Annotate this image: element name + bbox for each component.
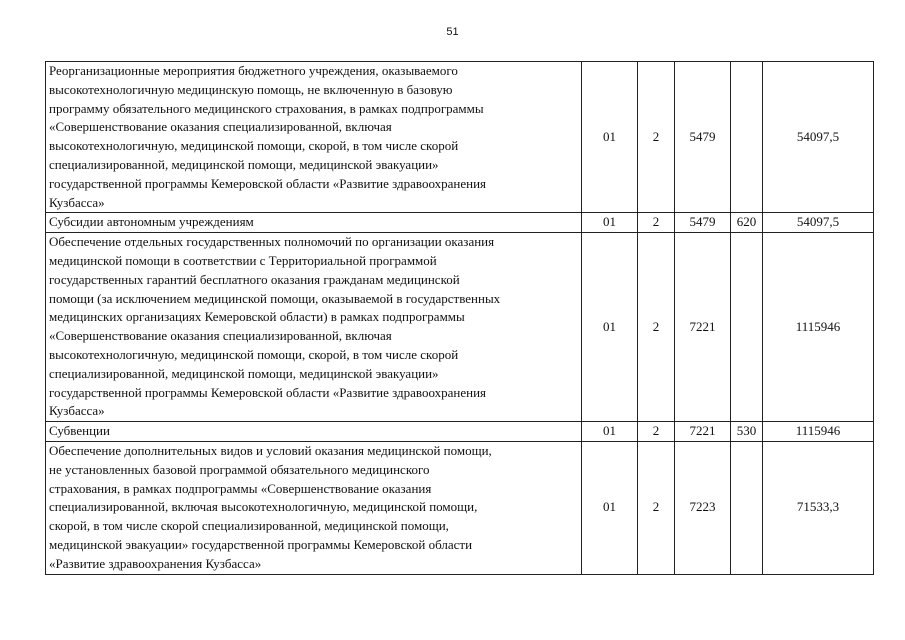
expense-type-cell <box>731 233 763 422</box>
direction-code-cell: 7221 <box>675 233 731 422</box>
row-description <box>46 422 582 442</box>
description-line: «Совершенствование оказания специализированной, включая <box>49 328 392 344</box>
description-line: Субсидии автономным учреждениям <box>49 214 254 230</box>
description-line: Субвенции <box>49 423 110 439</box>
row-description <box>46 213 582 233</box>
expense-type-cell <box>731 62 763 213</box>
amount-cell: 54097,5 <box>763 213 874 233</box>
budget-table <box>45 61 874 575</box>
description-line: специализированной, медицинской помощи, медицинской эвакуации» <box>49 156 439 172</box>
description-line: медицинской эвакуации» государственной программы Кемеровской области <box>49 536 473 552</box>
description-line: Кузбасса» <box>49 194 105 210</box>
budget-table-body <box>46 62 874 575</box>
page-number: 51 <box>446 26 459 38</box>
direction-code-cell: 5479 <box>675 62 731 213</box>
expense-type-cell: 530 <box>731 422 763 442</box>
description-line: страхования, в рамках подпрограммы «Совершенствование оказания <box>49 480 432 496</box>
description-line: «Совершенствование оказания специализированной, включая <box>49 119 392 135</box>
description-line: государственной программы Кемеровской области «Развитие здравоохранения <box>49 175 487 191</box>
description-line: государственных гарантий бесплатного оказания гражданам медицинской <box>49 271 460 287</box>
amount-cell: 1115946 <box>763 233 874 422</box>
subprogram-code-cell: 2 <box>638 441 675 574</box>
direction-code-cell: 5479 <box>675 213 731 233</box>
description-line: Обеспечение дополнительных видов и условий оказания медицинской помощи, <box>49 442 492 458</box>
description-line: высокотехнологичную, медицинской помощи, скорой, в том числе скорой <box>49 138 459 154</box>
description-line: высокотехнологичную медицинскую помощь, не включенную в базовую <box>49 81 453 97</box>
description-line: помощи (за исключением медицинской помощи, оказываемой в государственных <box>49 290 501 306</box>
table-row <box>46 422 874 442</box>
expense-type-cell: 620 <box>731 213 763 233</box>
direction-code-cell: 7223 <box>675 441 731 574</box>
amount-cell: 1115946 <box>763 422 874 442</box>
table-row <box>46 233 874 422</box>
table-row <box>46 441 874 574</box>
program-code-cell: 01 <box>582 422 638 442</box>
description-line: специализированной, медицинской помощи, медицинской эвакуации» <box>49 365 439 381</box>
description-line: «Развитие здравоохранения Кузбасса» <box>49 555 262 571</box>
amount-cell: 71533,3 <box>763 441 874 574</box>
description-line: программу обязательного медицинского страхования, в рамках подпрограммы <box>49 100 484 116</box>
program-code-cell: 01 <box>582 62 638 213</box>
direction-code-cell: 7221 <box>675 422 731 442</box>
row-description <box>46 233 582 422</box>
program-code-cell: 01 <box>582 233 638 422</box>
description-line: государственной программы Кемеровской области «Развитие здравоохранения <box>49 384 487 400</box>
program-code-cell: 01 <box>582 441 638 574</box>
description-line: медицинских организациях Кемеровской области) в рамках подпрограммы <box>49 309 465 325</box>
description-line: не установленных базовой программой обязательного медицинского <box>49 461 430 477</box>
subprogram-code-cell: 2 <box>638 213 675 233</box>
table-row <box>46 213 874 233</box>
amount-cell: 54097,5 <box>763 62 874 213</box>
table-row <box>46 62 874 213</box>
program-code-cell: 01 <box>582 213 638 233</box>
description-line: Кузбасса» <box>49 403 105 419</box>
row-description <box>46 62 582 213</box>
subprogram-code-cell: 2 <box>638 422 675 442</box>
description-line: специализированной, включая высокотехнологичную, медицинской помощи, <box>49 499 478 515</box>
description-line: медицинской помощи в соответствии с Территориальной программой <box>49 252 437 268</box>
description-line: Обеспечение отдельных государственных полномочий по организации оказания <box>49 234 495 250</box>
subprogram-code-cell: 2 <box>638 62 675 213</box>
description-line: высокотехнологичную, медицинской помощи, скорой, в том числе скорой <box>49 346 459 362</box>
description-line: Реорганизационные мероприятия бюджетного учреждения, оказываемого <box>49 63 458 78</box>
description-line: скорой, в том числе скорой специализированной, медицинской помощи, <box>49 518 449 534</box>
row-description <box>46 441 582 574</box>
expense-type-cell <box>731 441 763 574</box>
subprogram-code-cell: 2 <box>638 233 675 422</box>
